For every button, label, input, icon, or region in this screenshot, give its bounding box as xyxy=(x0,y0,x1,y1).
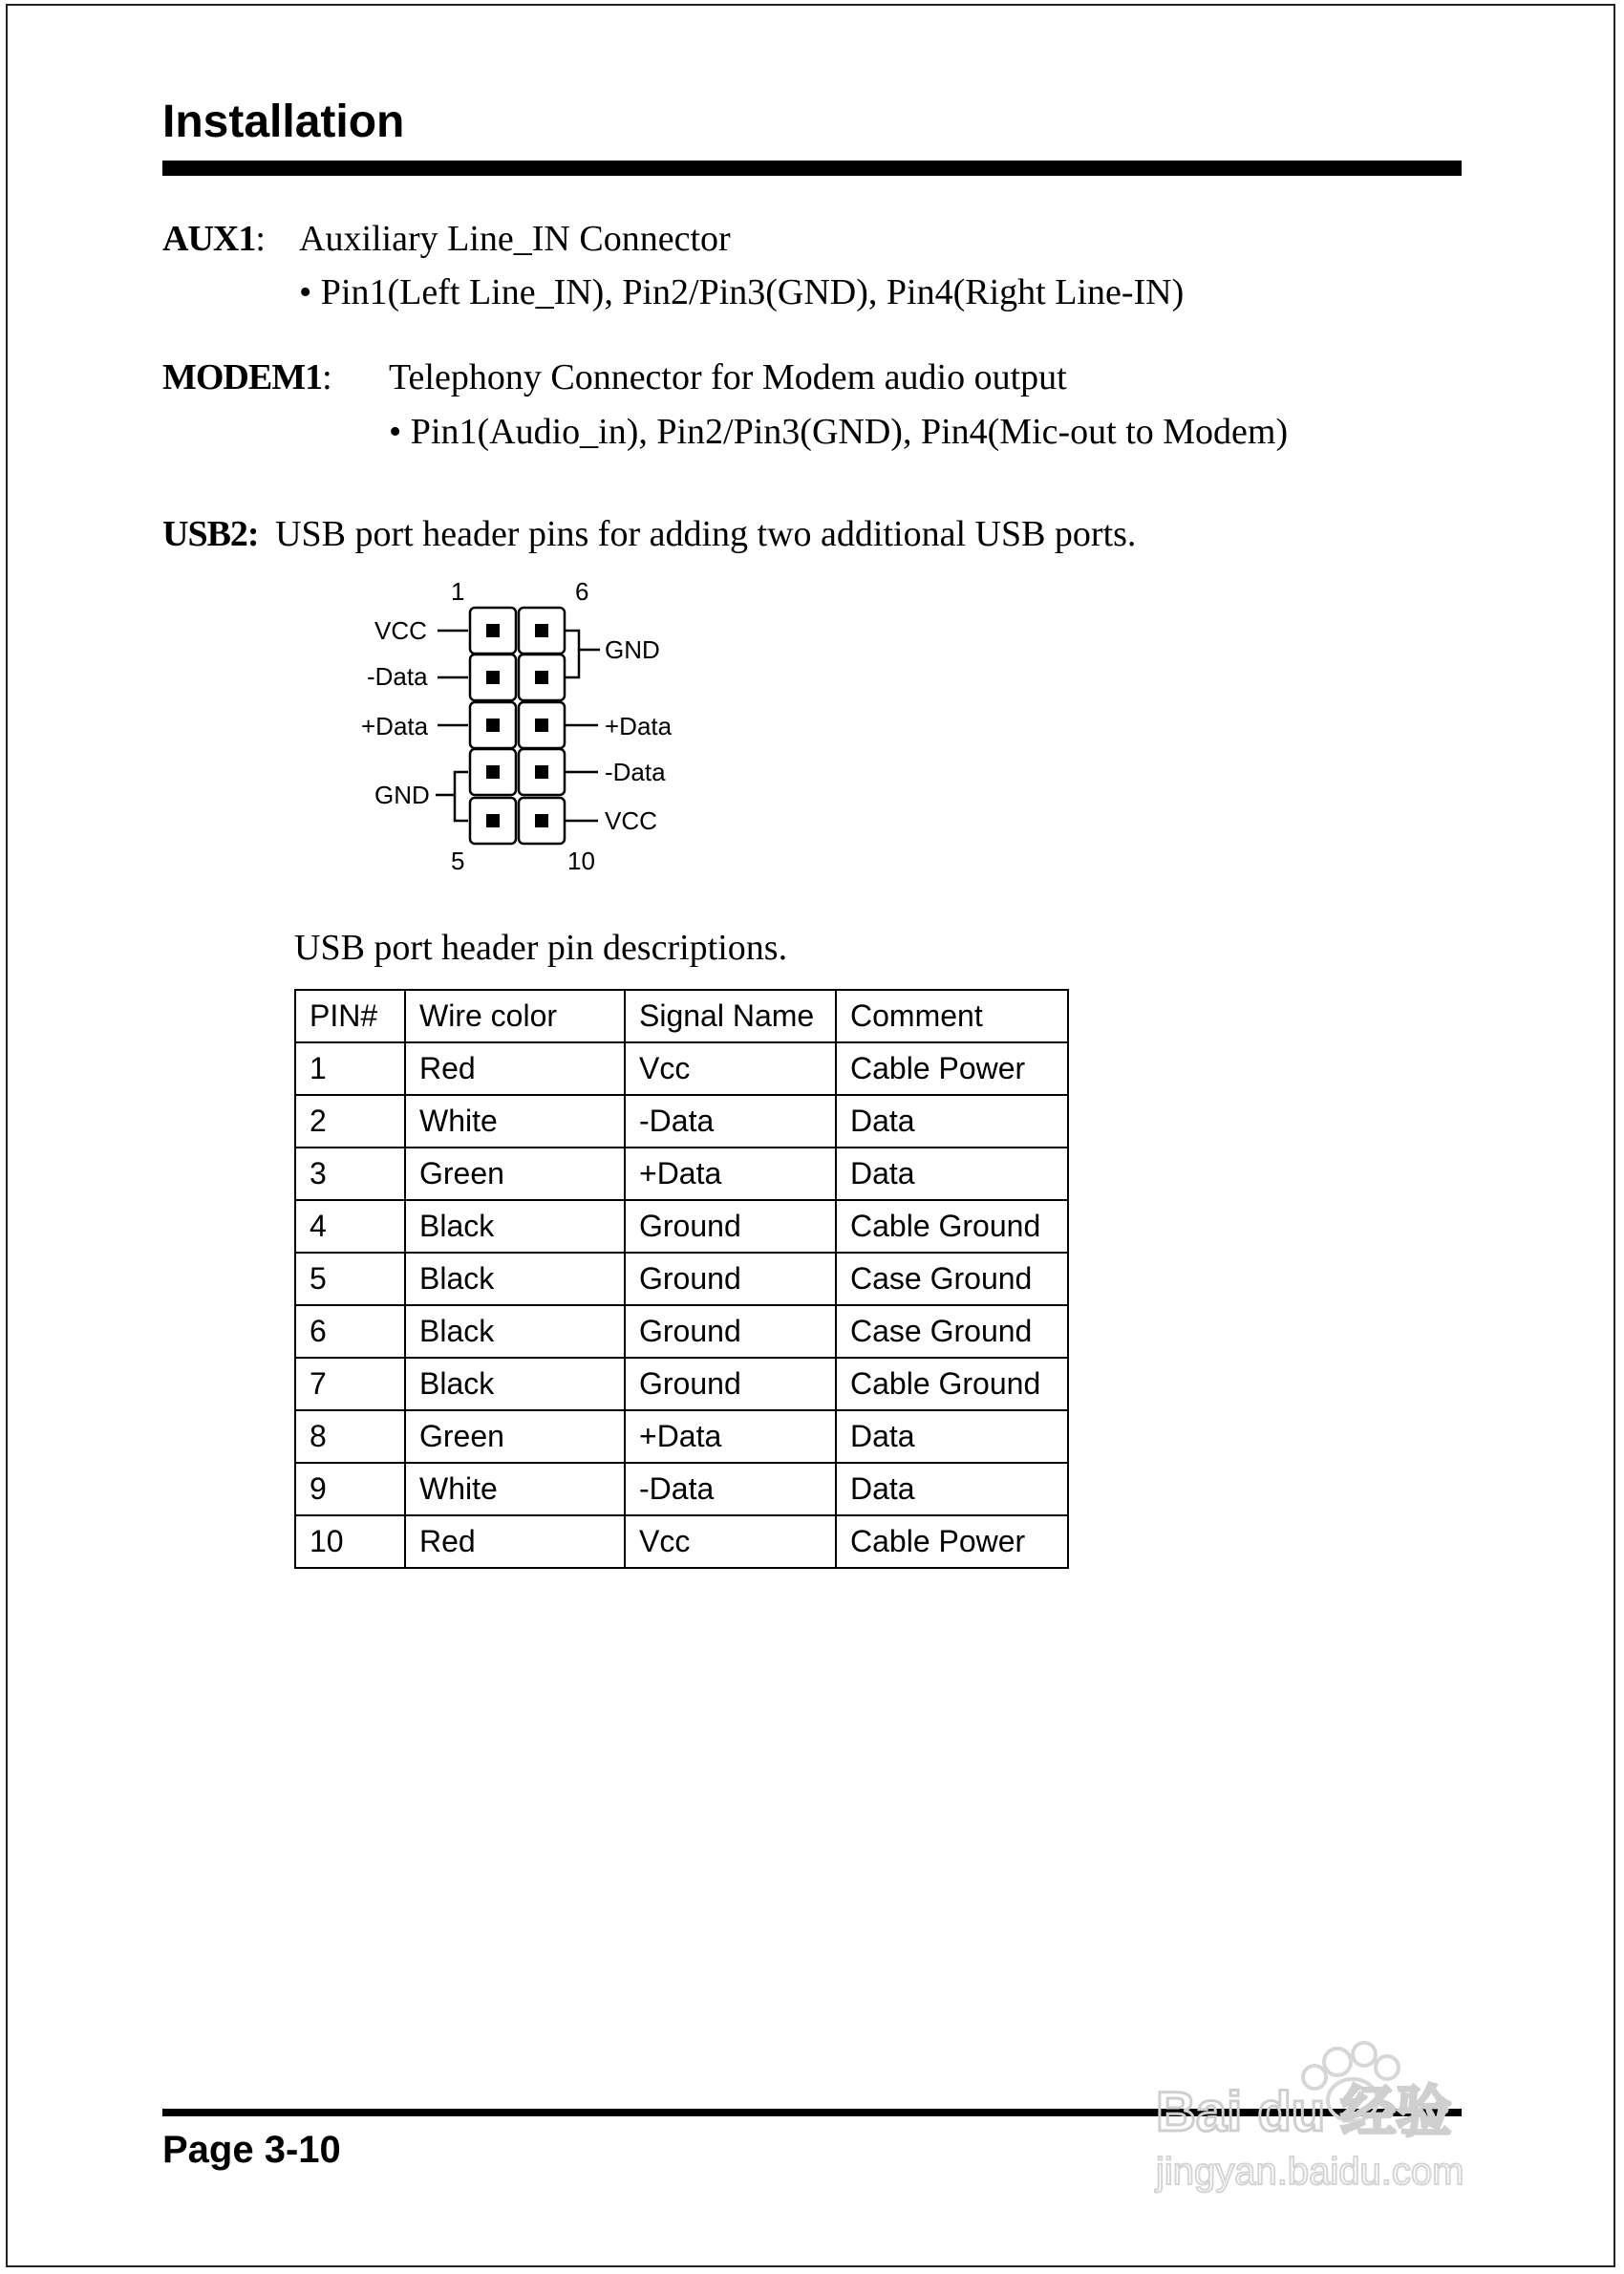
usb-pin-header-diagram xyxy=(344,573,688,889)
pin-number-1: 1 xyxy=(451,577,465,606)
table-caption: USB port header pin descriptions. xyxy=(294,928,788,968)
aux1-heading xyxy=(162,218,266,260)
left-label-vcc: VCC xyxy=(374,616,427,645)
cell-pin: 7 xyxy=(295,1358,405,1410)
pin-number-6: 6 xyxy=(575,577,589,606)
header-signal-name: Signal Name xyxy=(625,990,836,1042)
table-row xyxy=(295,1095,1068,1148)
modem1-pin-bullet: • Pin1(Audio_in), Pin2/Pin3(GND), Pin4(Mic-out to Modem) xyxy=(389,412,1289,452)
cell-comment: Case Ground xyxy=(836,1305,1068,1358)
header-wire-color: Wire color xyxy=(405,990,625,1042)
cell-pin: 4 xyxy=(295,1200,405,1253)
cell-wire-color: Black xyxy=(405,1305,625,1358)
cell-wire-color: Black xyxy=(405,1200,625,1253)
watermark-logo-text: Bai du 经验 xyxy=(1156,2081,1452,2143)
cell-pin: 8 xyxy=(295,1410,405,1463)
cell-signal-name: Ground xyxy=(625,1200,836,1253)
cell-comment: Data xyxy=(836,1148,1068,1200)
table-row xyxy=(295,1463,1068,1515)
cell-signal-name: Vcc xyxy=(625,1042,836,1095)
cell-signal-name: +Data xyxy=(625,1410,836,1463)
usb2-label: USB2: xyxy=(162,514,259,554)
header-rule xyxy=(162,161,1462,176)
cell-signal-name: Ground xyxy=(625,1305,836,1358)
cell-comment: Case Ground xyxy=(836,1253,1068,1305)
pin-grid xyxy=(470,608,565,844)
cell-pin: 10 xyxy=(295,1515,405,1568)
page-number: Page 3-10 xyxy=(162,2129,341,2171)
cell-signal-name: +Data xyxy=(625,1148,836,1200)
cell-wire-color: Red xyxy=(405,1515,625,1568)
cell-wire-color: Black xyxy=(405,1358,625,1410)
table-row xyxy=(295,1042,1068,1095)
cell-pin: 3 xyxy=(295,1148,405,1200)
usb2-description: USB port header pins for adding two additional USB ports. xyxy=(275,514,1137,554)
cell-comment: Data xyxy=(836,1463,1068,1515)
cell-pin: 1 xyxy=(295,1042,405,1095)
watermark-url: jingyan.baidu.com xyxy=(1156,2151,1464,2193)
cell-wire-color: White xyxy=(405,1095,625,1148)
header-comment: Comment xyxy=(836,990,1068,1042)
aux1-pin-bullet: • Pin1(Left Line_IN), Pin2/Pin3(GND), Pin4(Right Line-IN) xyxy=(299,272,1185,312)
table-row xyxy=(295,1410,1068,1463)
cell-comment: Data xyxy=(836,1410,1068,1463)
header-pin: PIN# xyxy=(295,990,405,1042)
right-label-vcc: VCC xyxy=(605,806,657,835)
table-header-row xyxy=(295,990,1068,1042)
left-label-minus-data: -Data xyxy=(367,662,428,691)
cell-pin: 9 xyxy=(295,1463,405,1515)
table-row xyxy=(295,1253,1068,1305)
page-title: Installation xyxy=(162,97,405,147)
cell-pin: 6 xyxy=(295,1305,405,1358)
modem1-colon: : xyxy=(322,357,332,397)
table-row xyxy=(295,1200,1068,1253)
cell-wire-color: White xyxy=(405,1463,625,1515)
modem1-label: MODEM1 xyxy=(162,357,323,397)
pin-number-5: 5 xyxy=(451,847,465,875)
aux1-label: AUX1 xyxy=(162,219,256,259)
cell-comment: Cable Ground xyxy=(836,1200,1068,1253)
table-row xyxy=(295,1148,1068,1200)
baidu-watermark-logo xyxy=(1137,2026,1538,2217)
cell-pin: 5 xyxy=(295,1253,405,1305)
cell-wire-color: Red xyxy=(405,1042,625,1095)
usb2-heading xyxy=(162,513,1136,555)
cell-signal-name: -Data xyxy=(625,1095,836,1148)
modem1-title: Telephony Connector for Modem audio output xyxy=(389,357,1067,397)
cell-wire-color: Black xyxy=(405,1253,625,1305)
table-row xyxy=(295,1358,1068,1410)
pin-number-10: 10 xyxy=(567,847,595,875)
modem1-heading xyxy=(162,356,332,398)
cell-pin: 2 xyxy=(295,1095,405,1148)
cell-signal-name: Ground xyxy=(625,1358,836,1410)
cell-wire-color: Green xyxy=(405,1148,625,1200)
left-label-gnd: GND xyxy=(374,781,430,809)
aux1-colon: : xyxy=(255,219,266,259)
cell-comment: Cable Power xyxy=(836,1515,1068,1568)
left-label-plus-data: +Data xyxy=(361,712,429,740)
cell-wire-color: Green xyxy=(405,1410,625,1463)
table-row xyxy=(295,1515,1068,1568)
cell-comment: Cable Ground xyxy=(836,1358,1068,1410)
cell-comment: Cable Power xyxy=(836,1042,1068,1095)
right-label-gnd: GND xyxy=(605,635,660,664)
cell-signal-name: Vcc xyxy=(625,1515,836,1568)
pin-description-table xyxy=(294,989,1069,1569)
cell-comment: Data xyxy=(836,1095,1068,1148)
right-label-minus-data: -Data xyxy=(605,758,666,786)
right-label-plus-data: +Data xyxy=(605,712,673,740)
cell-signal-name: Ground xyxy=(625,1253,836,1305)
aux1-title: Auxiliary Line_IN Connector xyxy=(299,219,731,259)
cell-signal-name: -Data xyxy=(625,1463,836,1515)
table-row xyxy=(295,1305,1068,1358)
